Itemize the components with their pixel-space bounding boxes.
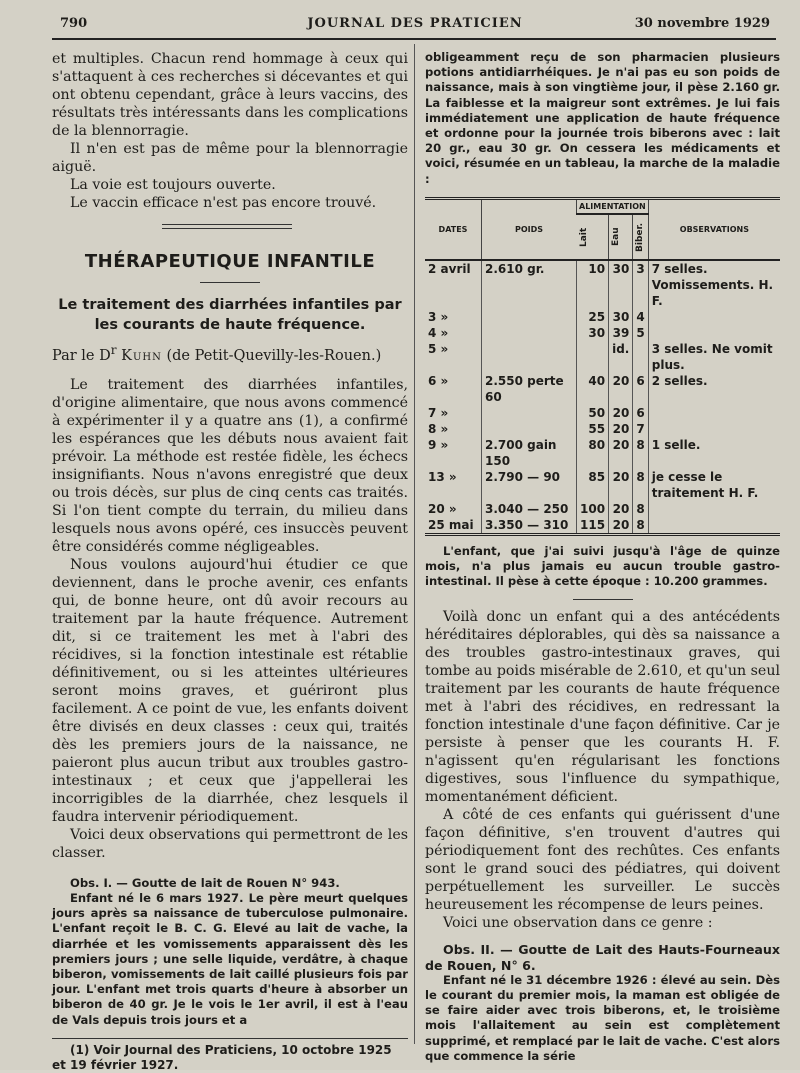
cell-biber: 8 [633, 469, 648, 501]
body-paragraph: Nous voulons aujourd'hui étudier ce que deviennent, dans le proche avenir, ces enfants qui, de bonne heure, ont dû avoir recours au traitement par la haute fréquence. Autrement dit, si ce traitement les met à l'abri des récidives, si la fonction intestinale est rétablie définitivement, ou si les atteintes ultérieures seront moins graves, et guériront plus facilement. A ce point de vue, les enfants doivent être divisés en deux classes : ceux qui, traités dès les premiers jours de la naissance, ne paieront plus aucun tribut aux troubles gastro-intestinaux ; et ceux que j'appellerai les incorrigibles de la diarrhée, chez lesquels il faudra intervenir périodiquement. [52, 556, 408, 825]
cell-lait: 100 [577, 501, 609, 517]
article-title: Le traitement des diarrhées infantiles par les courants de haute fréquence. [58, 297, 402, 333]
cell-eau: 39 [609, 325, 633, 341]
cell-eau: 30 [609, 260, 633, 309]
cell-date: 4 » [428, 325, 449, 340]
cell-date: 8 » [428, 421, 449, 436]
col-observations: OBSERVATIONS [648, 200, 780, 260]
table-row [425, 469, 780, 501]
author-line [52, 343, 408, 364]
table-row [425, 341, 780, 373]
cell-obs: 1 selle. [648, 437, 780, 469]
cell-biber: 8 [633, 517, 648, 533]
body-paragraph: Le traitement des diarrhées infantiles, d'origine alimentaire, que nous avons commencé à expérimenter il y a quatre ans (1), a confirmé les espérances que les débuts nous avaient fait prévoir. La méthode est restée fidèle, les échecs insignifiants. Nous n'avons enregistré que deux ou trois décès, sur plus de cinq cents cas traités. Si l'on tient compte du terrain, du milieu dans lesquels nous avons opéré, ces insuccès peuvent être considérés comme négligeables. [52, 376, 408, 555]
cell-eau: 20 [609, 405, 633, 421]
treatment-table [425, 200, 780, 533]
cell-poids [482, 309, 577, 325]
cell-obs [648, 501, 780, 517]
running-header [60, 16, 770, 36]
page-number: 790 [60, 16, 88, 31]
body-paragraph: Voici une observation dans ce genre : [443, 915, 713, 932]
section-rule [162, 224, 292, 229]
table-row [425, 309, 780, 325]
cell-lait: 85 [577, 469, 609, 501]
issue-date: 30 novembre 1929 [634, 16, 770, 31]
cell-date: 2 avril [428, 261, 471, 276]
cell-biber: 8 [633, 437, 648, 469]
cell-poids: 2.790 — 90 [482, 469, 577, 501]
cell-poids [482, 405, 577, 421]
cell-poids: 3.350 — 310 [482, 517, 577, 533]
table-body [425, 260, 780, 533]
cell-biber: 5 [633, 325, 648, 341]
cell-date: 20 » [428, 501, 457, 516]
after-table-text: L'enfant, que j'ai suivi jusqu'à l'âge de quinze mois, n'a plus jamais eu aucun trouble gastro-intestinal. Il pèse à cette époque : 10.200 grammes. [425, 543, 780, 589]
cell-obs: 7 selles. Vomissements. H. F. [648, 260, 780, 309]
cell-date: 7 » [428, 405, 449, 420]
section-title: THÉRAPEUTIQUE INFANTILE [84, 251, 376, 272]
body-paragraph: Voici deux observations qui permettront de les classer. [52, 826, 408, 861]
cell-eau: 20 [609, 469, 633, 501]
cell-date: 9 » [428, 437, 449, 452]
intro-line: La voie est toujours ouverte. [70, 177, 276, 193]
title-rule [200, 282, 260, 283]
cell-poids: 2.550 perte 60 [482, 373, 577, 405]
table-bottom-rule [425, 533, 780, 536]
table-row [425, 325, 780, 341]
col-poids: POIDS [482, 200, 577, 260]
col-alimentation: ALIMENTATION [577, 200, 649, 214]
cell-date: 3 » [428, 309, 449, 324]
cell-lait: 40 [577, 373, 609, 405]
cell-obs: je cesse le traitement H. F. [648, 469, 780, 501]
author-name: Kuhn [121, 347, 162, 364]
cell-biber: 6 [633, 373, 648, 405]
author-place: (de Petit-Quevilly-les-Rouen.) [166, 347, 382, 364]
table-row [425, 260, 780, 309]
cell-obs [648, 309, 780, 325]
cell-lait [577, 341, 609, 373]
cell-lait: 50 [577, 405, 609, 421]
cell-biber [633, 341, 648, 373]
cell-eau: id. [609, 341, 633, 373]
intro-line: Il n'en est pas de même pour la blennorragie aiguë. [52, 141, 408, 175]
cell-eau: 20 [609, 501, 633, 517]
cell-biber: 6 [633, 405, 648, 421]
col-dates: DATES [425, 200, 482, 260]
cell-lait: 80 [577, 437, 609, 469]
observation-text: Enfant né le 6 mars 1927. Le père meurt quelques jours après sa naissance de tuberculose pulmonaire. L'enfant reçoit le B. C. G. Elevé au lait de vache, la diarrhée et les vomissements apparaissent dès les premiers jours ; une selle liquide, verdâtre, à chaque biberon, vomissements de lait caillé plusieurs fois par jour. L'enfant met trois quarts d'heure à absorber un biberon de 40 gr. Je le vois le 1er avril, il est à l'eau de Vals depuis trois jours et a [52, 891, 408, 1027]
col-biber: Biber. [633, 214, 648, 260]
observation-continuation: obligeamment reçu de son pharmacien plusieurs potions antidiarrhéiques. Je n'ai pas eu son poids de naissance, mais à son vingtième jour, il pèse 2.160 gr. La faiblesse et la maigreur sont extrêmes. Je lui fais immédiatement une application de haute fréquence et ordonne pour la journée trois biberons avec : lait 20 gr., eau 30 gr. On cessera les médicaments et voici, résumée en un tableau, la marche de la maladie : [425, 50, 780, 186]
cell-date: 13 » [428, 469, 457, 484]
cell-eau: 30 [609, 309, 633, 325]
table-row [425, 421, 780, 437]
cell-biber: 4 [633, 309, 648, 325]
cell-poids: 2.610 gr. [482, 260, 577, 309]
right-column [425, 50, 780, 1064]
observation-heading: Obs. I. — Goutte de lait de Rouen N° 943. [70, 875, 340, 890]
cell-poids [482, 421, 577, 437]
cell-eau: 20 [609, 517, 633, 533]
cell-eau: 20 [609, 437, 633, 469]
table-row [425, 517, 780, 533]
cell-obs [648, 405, 780, 421]
journal-title: JOURNAL DES PRATICIEN [307, 16, 523, 31]
left-column [52, 50, 408, 1073]
cell-date: 6 » [428, 373, 449, 388]
table-row [425, 373, 780, 405]
cell-lait: 55 [577, 421, 609, 437]
cell-poids [482, 325, 577, 341]
cell-obs: 2 selles. [648, 373, 780, 405]
cell-biber: 7 [633, 421, 648, 437]
author-sup: r [110, 343, 117, 357]
header-rule [52, 38, 776, 40]
cell-biber: 8 [633, 501, 648, 517]
footnote-rule [52, 1038, 408, 1039]
table-row [425, 437, 780, 469]
cell-obs [648, 517, 780, 533]
cell-obs: 3 selles. Ne vomit plus. [648, 341, 780, 373]
cell-eau: 20 [609, 421, 633, 437]
table-row [425, 405, 780, 421]
col-eau: Eau [609, 214, 633, 260]
cell-biber: 3 [633, 260, 648, 309]
cell-date: 25 mai [428, 517, 474, 532]
body-paragraph: A côté de ces enfants qui guérissent d'une façon définitive, s'en trouvent d'autres qui périodiquement font des rechûtes. Ces enfants sont le grand souci des pédiatres, qui doivent perpétuellement les surveiller. Le succès heureusement les récompense de leurs peines. [425, 807, 780, 914]
observation-text: Enfant né le 31 décembre 1926 : élevé au sein. Dès le courant du premier mois, la maman est obligée de se faire aider avec trois biberons, et, le troisième mois l'allaitement au sein est complètement supprimé, et remplacé par le lait de vache. C'est alors que commence la série [425, 972, 780, 1063]
cell-obs [648, 325, 780, 341]
cell-poids: 2.700 gain 150 [482, 437, 577, 469]
cell-poids [482, 341, 577, 373]
col-lait: Lait [577, 214, 609, 260]
cell-lait: 30 [577, 325, 609, 341]
cell-date: 5 » [428, 341, 449, 356]
cell-eau: 20 [609, 373, 633, 405]
author-prefix: Par le D [52, 347, 111, 364]
observation-heading: Obs. II. — Goutte de Lait des Hauts-Fourneaux de Rouen, N° 6. [425, 942, 780, 973]
body-paragraph: Voilà donc un enfant qui a des antécédents héréditaires déplorables, qui dès sa naissance a des troubles gastro-intestinaux graves, qui tombe au poids misérable de 2.610, et qu'un seul traitement par les courants de haute fréquence met à l'abri des récidives, en redressant la fonction intestinale d'une façon définitive. Car je persiste à penser que les courants H. F. n'agissent qu'en régularisant les fonctions digestives, sous l'influence du sympathique, momentanément déficient. [425, 609, 780, 806]
divider-rule [573, 599, 633, 600]
column-divider [414, 44, 415, 1044]
table-row [425, 501, 780, 517]
cell-lait: 115 [577, 517, 609, 533]
cell-lait: 25 [577, 309, 609, 325]
footnote: (1) Voir Journal des Praticiens, 10 octobre 1925 et 19 février 1927. [52, 1042, 392, 1072]
cell-poids: 3.040 — 250 [482, 501, 577, 517]
intro-paragraph: et multiples. Chacun rend hommage à ceux qui s'attaquent à ces recherches si décevantes et qui ont obtenu cependant, grâce à leurs vaccins, des résultats très intéressants dans les complications de la blennorragie. [52, 51, 408, 139]
intro-line: Le vaccin efficace n'est pas encore trouvé. [70, 195, 377, 211]
cell-obs [648, 421, 780, 437]
cell-lait: 10 [577, 260, 609, 309]
